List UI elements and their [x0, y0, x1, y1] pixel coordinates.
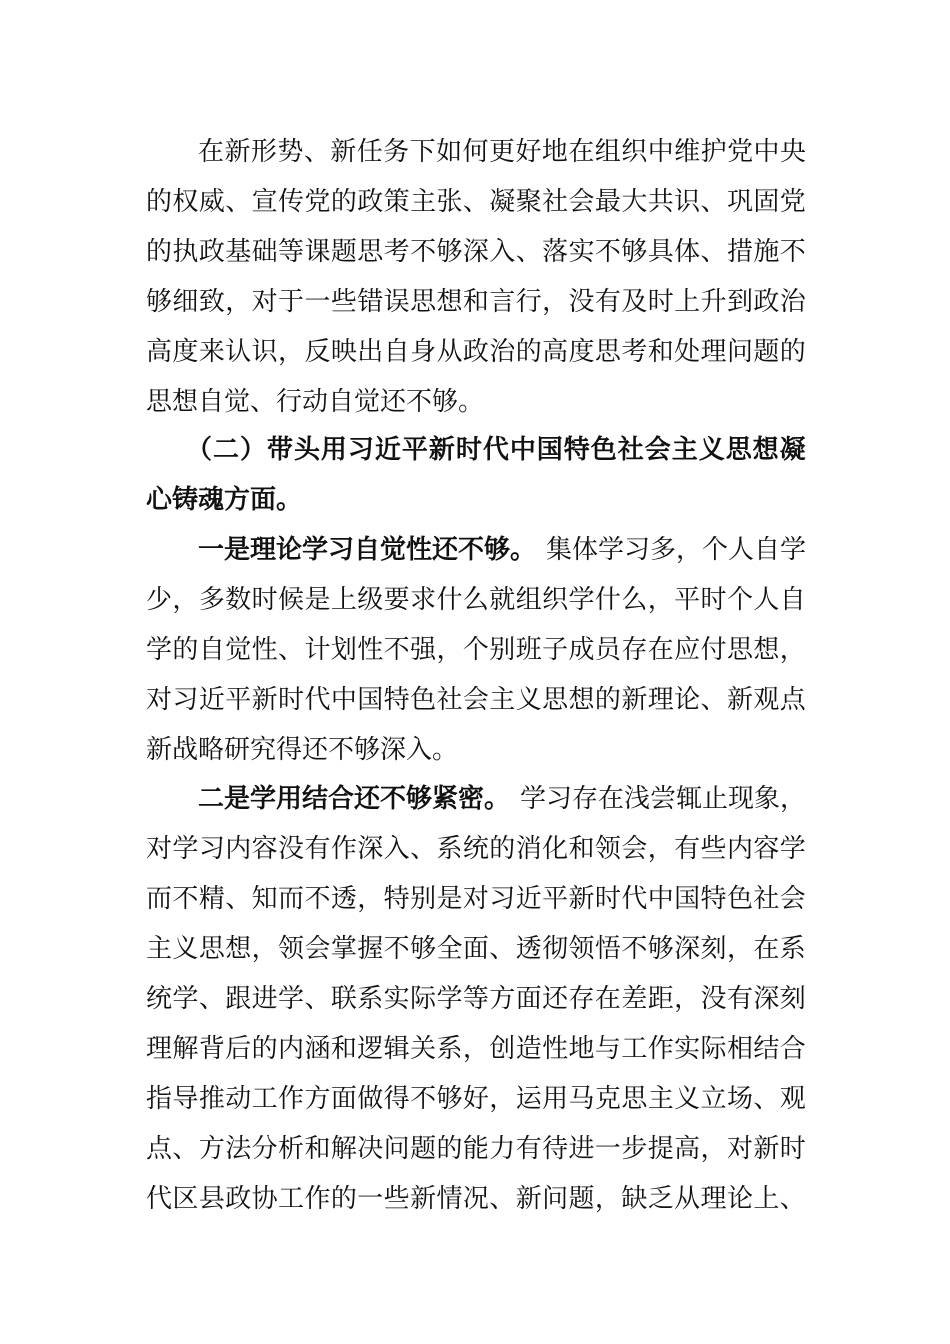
paragraph-line: 主 义 思 想 ， 领 会 掌 握 不 够 全 面 、 透 彻 领 悟 不 够 深 刻 ， 在 系 — [146, 934, 806, 964]
paragraph-line: 对 学 习 内 容 没 有 作 深 入 、 系 统 的 消 化 和 领 会 ， 有 些 内 容 学 — [146, 834, 806, 864]
paragraph-line: 统 学 、 跟 进 学 、 联 系 实 际 学 等 方 面 还 存 在 差 距 ， 没 有 深 刻 — [146, 984, 806, 1014]
paragraph-first-line — [198, 533, 806, 567]
paragraph-line: 在 新 形 势 、 新 任 务 下 如 何 更 好 地 在 组 织 中 维 护 党 中 央 — [198, 137, 806, 167]
lead-phrase: 二是学用结合还不够紧密。 — [198, 784, 511, 814]
paragraph-line: 高 度 来 认 识 ， 反 映 出 自 身 从 政 治 的 高 度 思 考 和 处 理 问 题 的 — [146, 337, 806, 367]
paragraph-line: 点 、 方 法 分 析 和 解 决 问 题 的 能 力 有 待 进 一 步 提 高 ， 对 新 时 — [146, 1134, 806, 1164]
paragraph-line: 理 解 背 后 的 内 涵 和 逻 辑 关 系 ， 创 造 性 地 与 工 作 实 际 相 结 合 — [146, 1034, 806, 1064]
paragraph-first-line — [198, 782, 806, 816]
paragraph-line: 新战略研究得还不够深入。 — [146, 735, 459, 765]
paragraph-line: 而 不 精 、 知 而 不 透 ， 特 别 是 对 习 近 平 新 时 代 中 国 特 色 社 会 — [146, 884, 806, 914]
paragraph-line: 够 细 致 ， 对 于 一 些 错 误 思 想 和 言 行 ， 没 有 及 时 上 升 到 政 治 — [146, 287, 806, 317]
paragraph-line: 指 导 推 动 工 作 方 面 做 得 不 够 好 ， 运 用 马 克 思 主 义 立 场 、 观 — [146, 1084, 806, 1114]
paragraph-line: 的 执 政 基 础 等 课 题 思 考 不 够 深 入 、 落 实 不 够 具 体 、 措 施 不 — [146, 237, 806, 267]
paragraph-line: 代 区 县 政 协 工 作 的 一 些 新 情 况 、 新 问 题 ， 缺 乏 从 理 论 上 、 — [146, 1184, 806, 1214]
paragraph-text: 学习存在浅尝辄止现象， — [519, 784, 806, 814]
lead-phrase: 一是理论学习自觉性还不够。 — [198, 535, 537, 565]
paragraph-line: 思想自觉、行动自觉还不够。 — [146, 387, 485, 417]
paragraph-text: 集体学习多，个人自学 — [545, 535, 806, 565]
paragraph-line: 的 权 威 、 宣 传 党 的 政 策 主 张 、 凝 聚 社 会 最 大 共 识 、 巩 固 党 — [146, 187, 806, 217]
section-heading: （ 二 ） 带 头 用 习 近 平 新 时 代 中 国 特 色 社 会 主 义 思 想 凝 — [186, 435, 806, 465]
paragraph-line: 少 ， 多 数 时 候 是 上 级 要 求 什 么 就 组 织 学 什 么 ， 平 时 个 人 自 — [146, 585, 806, 615]
paragraph-line: 对 习 近 平 新 时 代 中 国 特 色 社 会 主 义 思 想 的 新 理 论 、 新 观 点 — [146, 685, 806, 715]
paragraph-line: 学 的 自 觉 性 、 计 划 性 不 强 ， 个 别 班 子 成 员 存 在 应 付 思 想 ， — [146, 635, 806, 665]
section-heading-cont: 心铸魂方面。 — [146, 485, 303, 515]
